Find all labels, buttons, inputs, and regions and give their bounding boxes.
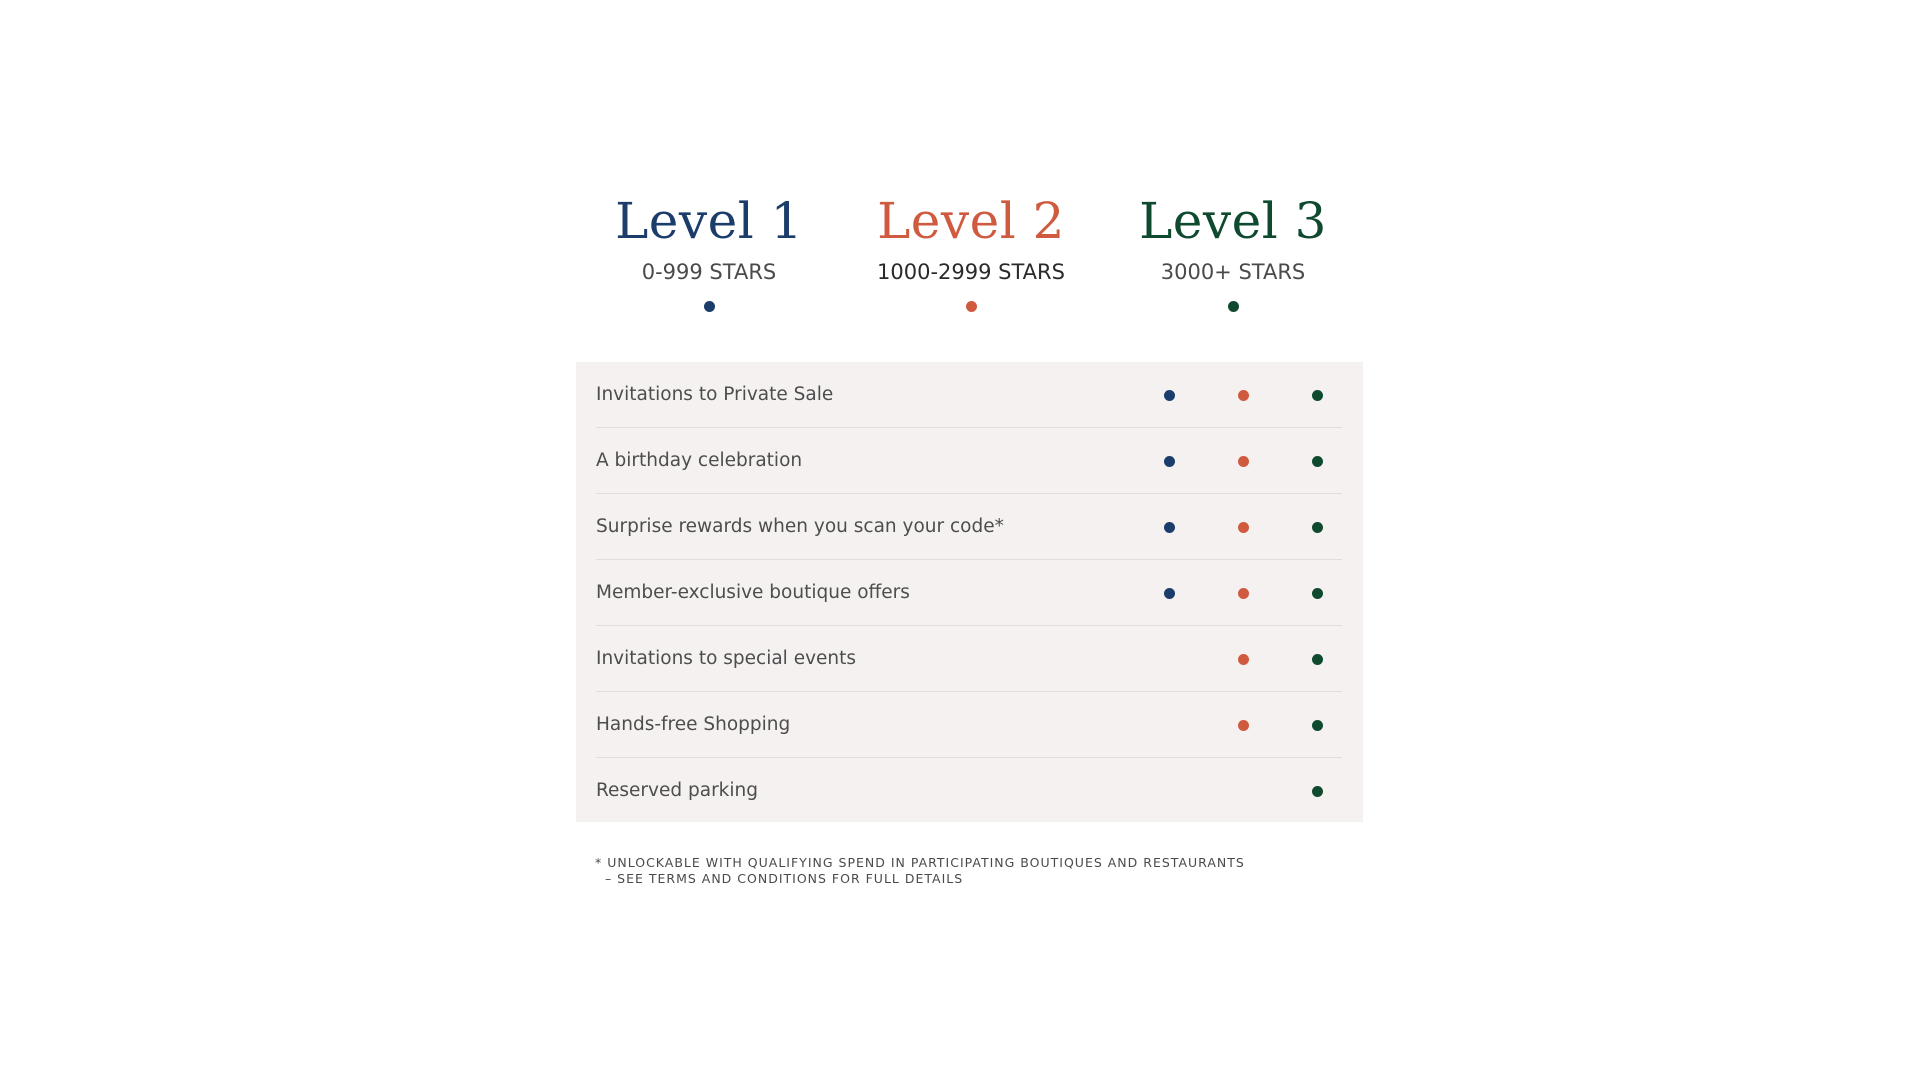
level-3-included-icon bbox=[1312, 786, 1323, 797]
benefit-label: Member-exclusive boutique offers bbox=[596, 582, 910, 603]
level-1-included-icon bbox=[1164, 390, 1175, 401]
benefit-row bbox=[596, 362, 1342, 428]
benefit-row bbox=[596, 494, 1342, 560]
level-1-range: 0-999 STARS bbox=[641, 260, 777, 284]
level-1-dot-icon bbox=[704, 301, 715, 312]
level-2-included-icon bbox=[1238, 654, 1249, 665]
benefit-row bbox=[596, 428, 1342, 494]
benefit-label: A birthday celebration bbox=[596, 450, 803, 471]
benefits-table bbox=[576, 362, 1363, 822]
level-1-included-icon bbox=[1164, 588, 1175, 599]
level-3-dot-icon bbox=[1228, 301, 1239, 312]
level-2-included-icon bbox=[1238, 588, 1249, 599]
benefit-label: Surprise rewards when you scan your code* bbox=[596, 516, 1004, 537]
level-2-included-icon bbox=[1238, 390, 1249, 401]
benefit-label: Hands-free Shopping bbox=[596, 714, 791, 735]
level-3-included-icon bbox=[1312, 522, 1323, 533]
benefit-row bbox=[596, 692, 1342, 758]
footnote-line-1: * UNLOCKABLE WITH QUALIFYING SPEND IN PARTICIPATING BOUTIQUES AND RESTAURANTS bbox=[595, 855, 1245, 870]
footnote bbox=[595, 855, 1245, 887]
level-2-included-icon bbox=[1238, 522, 1249, 533]
level-3-header bbox=[1103, 190, 1363, 312]
level-3-included-icon bbox=[1312, 654, 1323, 665]
level-1-included-icon bbox=[1164, 456, 1175, 467]
benefit-label: Invitations to Private Sale bbox=[596, 384, 834, 405]
level-3-included-icon bbox=[1312, 720, 1323, 731]
benefit-row bbox=[596, 626, 1342, 692]
level-3-included-icon bbox=[1312, 588, 1323, 599]
footnote-line-2: – SEE TERMS AND CONDITIONS FOR FULL DETAILS bbox=[595, 871, 964, 886]
level-1-included-icon bbox=[1164, 522, 1175, 533]
level-3-included-icon bbox=[1312, 390, 1323, 401]
level-2-included-icon bbox=[1238, 456, 1249, 467]
benefit-label: Invitations to special events bbox=[596, 648, 857, 669]
level-2-title: Level 2 bbox=[877, 192, 1065, 250]
level-3-title: Level 3 bbox=[1139, 192, 1327, 250]
benefit-label: Reserved parking bbox=[596, 780, 758, 801]
level-3-included-icon bbox=[1312, 456, 1323, 467]
level-2-header bbox=[841, 190, 1101, 312]
level-2-included-icon bbox=[1238, 720, 1249, 731]
level-1-header bbox=[579, 190, 839, 312]
level-2-dot-icon bbox=[966, 301, 977, 312]
level-1-title: Level 1 bbox=[615, 192, 803, 250]
level-3-range: 3000+ STARS bbox=[1160, 260, 1306, 284]
level-2-range: 1000-2999 STARS bbox=[877, 260, 1065, 284]
benefit-row bbox=[596, 560, 1342, 626]
benefit-row bbox=[596, 758, 1342, 824]
level-headers bbox=[577, 190, 1364, 330]
